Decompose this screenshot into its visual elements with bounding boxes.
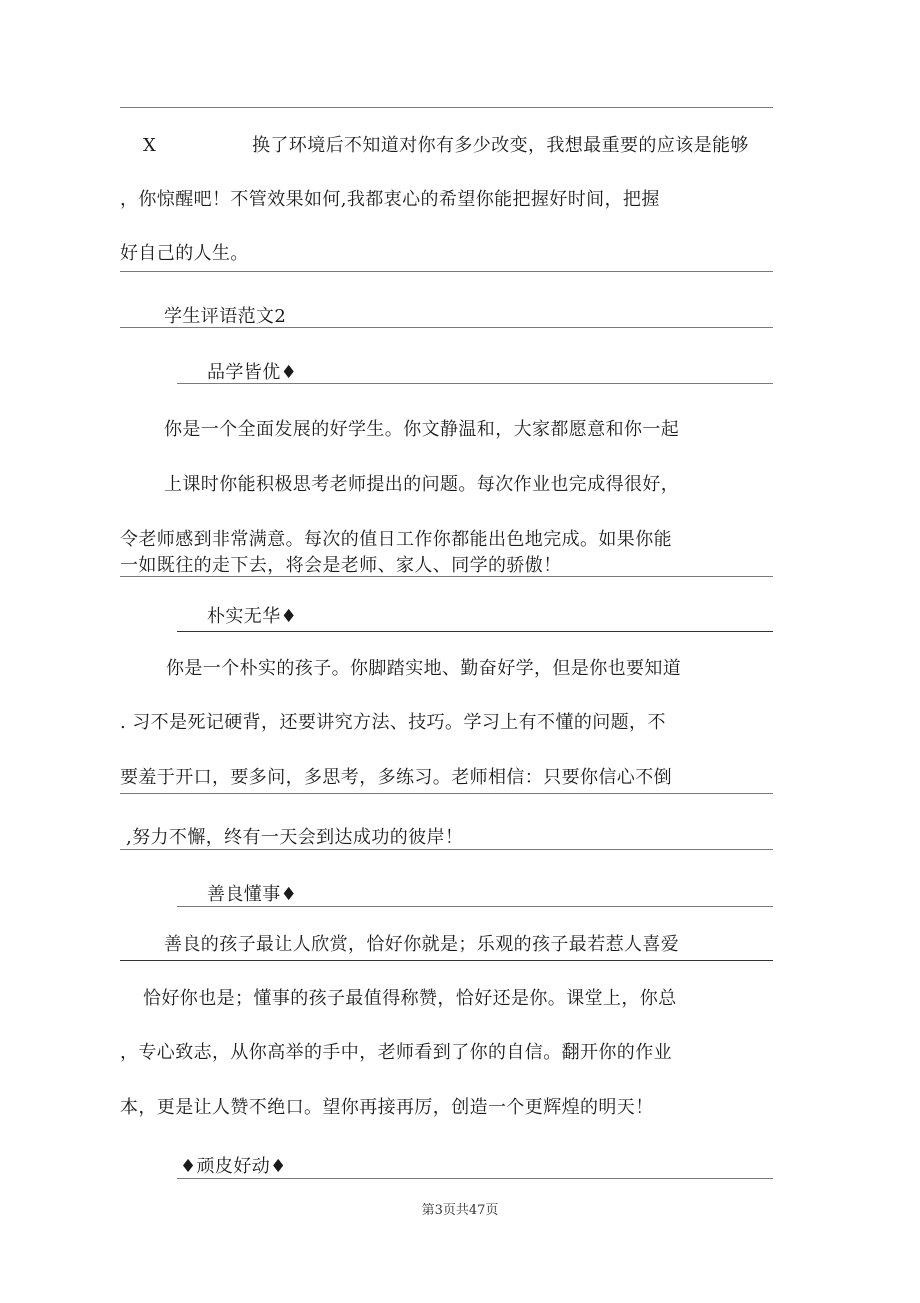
entry-text-line: . 习不是死记硬背，还要讲究方法、技巧。学习上有不懂的问题，不 — [120, 712, 666, 733]
intro-marker: X — [143, 135, 157, 156]
entry-text-line: 要羞于开口，要多问，多思考，多练习。老师相信：只要你信心不倒 — [120, 767, 672, 788]
divider — [120, 793, 773, 794]
divider — [120, 271, 773, 272]
intro-line: 换了环境后不知道对你有多少改变，我想最重要的应该是能够 — [252, 135, 749, 156]
entry-text-line: 你是一个朴实的孩子。你脚踏实地、勤奋好学，但是你也要知道 — [166, 658, 682, 679]
entry-text-line: ,努力不懈，终有一天会到达成功的彼岸！ — [126, 827, 464, 848]
entry-text-line: 你是一个全面发展的好学生。你文静温和，大家都愿意和你一起 — [164, 419, 680, 440]
entry-text-line: ，专心致志，从你高举的手中，老师看到了你的自信。翻开你的作业 — [120, 1042, 672, 1063]
intro-line: ，你惊醒吧！不管效果如何,我都衷心的希望你能把握好时间，把握 — [120, 189, 660, 210]
divider — [177, 631, 773, 632]
entry-text-line: 一如既往的走下去，将会是老师、家人、同学的骄傲！ — [120, 555, 562, 576]
entry-heading: 朴实无华♦ — [207, 606, 298, 627]
entry-text-line: 本，更是让人赞不绝口。望你再接再厉，创造一个更辉煌的明天！ — [120, 1097, 654, 1118]
entry-heading: 善良懂事♦ — [207, 884, 298, 905]
entry-heading: 品学皆优♦ — [207, 362, 298, 383]
entry-heading: ♦顽皮好动♦ — [180, 1156, 287, 1177]
section-title: 学生评语范文2 — [164, 306, 287, 327]
divider — [120, 960, 773, 961]
entry-text-line: 令老师感到非常满意。每次的值日工作你都能出色地完成。如果你能 — [120, 529, 672, 550]
entry-text-line: 上课时你能积极思考老师提出的问题。每次作业也完成得很好， — [164, 474, 680, 495]
entry-text-line: 善良的孩子最让人欣赏，恰好你就是；乐观的孩子最若惹人喜爱 — [164, 934, 680, 955]
divider — [120, 107, 773, 108]
entry-text-line: 恰好你也是；懂事的孩子最值得称赞，恰好还是你。课堂上，你总 — [143, 988, 677, 1009]
intro-line: 好自己的人生。 — [120, 243, 249, 264]
page-number: 第3页共47页 — [421, 1203, 499, 1218]
